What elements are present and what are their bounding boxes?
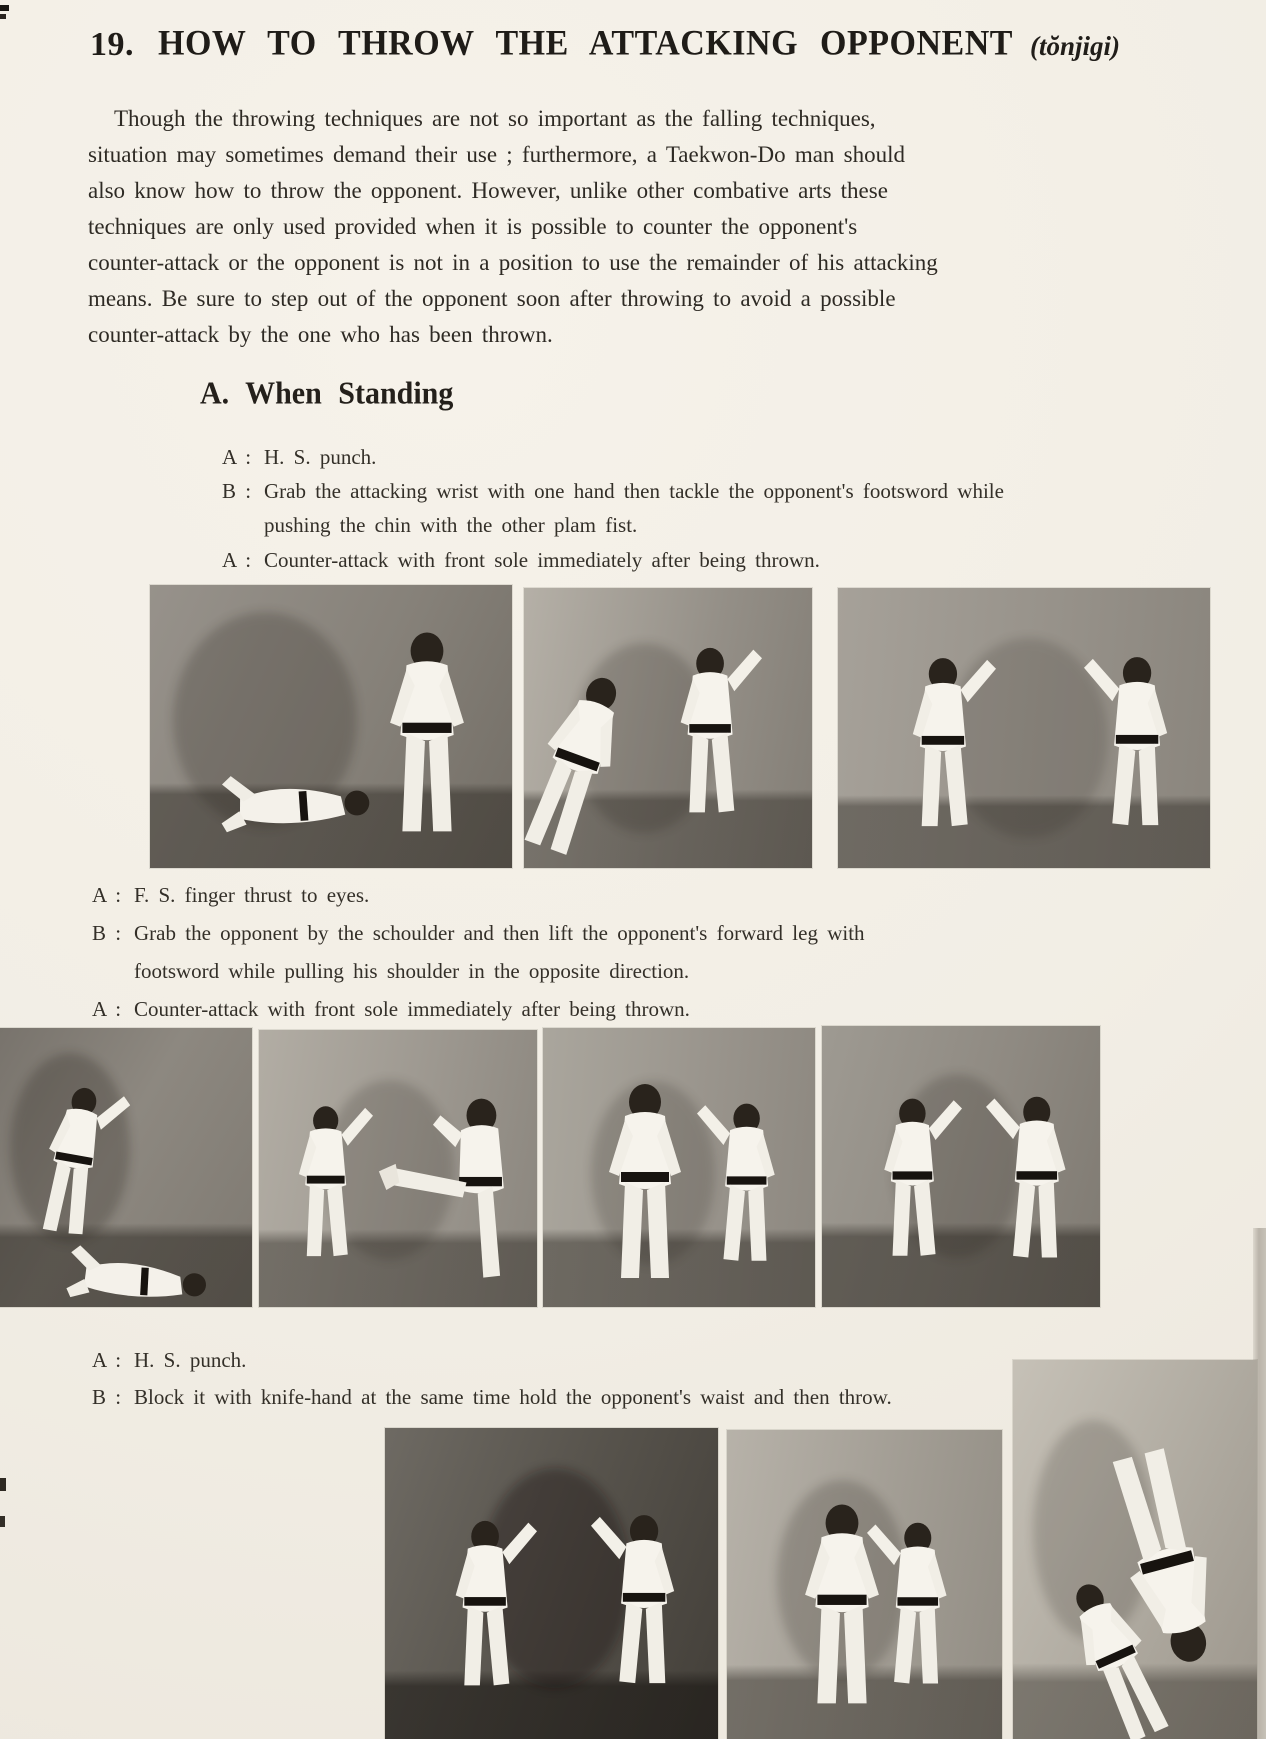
paragraph-line: counter-attack by the one who has been thrown. bbox=[88, 322, 553, 347]
section-number: 19. bbox=[90, 26, 134, 63]
section-heading: A. When Standing bbox=[200, 376, 454, 411]
paragraph-line: means. Be sure to step out of the opponent soon after throwing to avoid a possible bbox=[88, 286, 896, 311]
photo-illustration bbox=[838, 588, 1210, 868]
instruction-item bbox=[222, 543, 820, 577]
instruction-line: Grab the attacking wrist with one hand then tackle the opponent's footsword while bbox=[264, 479, 1004, 503]
instruction-label: B : bbox=[92, 921, 122, 945]
photo-row3-2 bbox=[727, 1430, 1002, 1739]
instruction-line: F. S. finger thrust to eyes. bbox=[134, 883, 370, 907]
photo-row3-1 bbox=[385, 1428, 718, 1739]
photo-illustration bbox=[259, 1030, 537, 1307]
instruction-label: B : bbox=[92, 1385, 122, 1409]
photo-illustration bbox=[0, 1028, 252, 1307]
instruction-item bbox=[92, 1341, 246, 1379]
photo-row2-2 bbox=[259, 1030, 537, 1307]
page-title bbox=[90, 23, 1013, 64]
instruction-line: footsword while pulling his shoulder in the opposite direction. bbox=[134, 959, 690, 983]
intro-paragraph bbox=[88, 101, 1056, 353]
photo-illustration bbox=[150, 585, 512, 868]
instruction-item bbox=[92, 876, 369, 914]
instruction-label: A : bbox=[222, 445, 252, 469]
photo-row1-3 bbox=[838, 588, 1210, 868]
scan-artifact bbox=[0, 1478, 6, 1491]
scan-artifact bbox=[0, 1516, 5, 1527]
instruction-label: A : bbox=[92, 997, 122, 1021]
instruction-line: H. S. punch. bbox=[134, 1348, 247, 1372]
instruction-label: B : bbox=[222, 479, 252, 503]
paragraph-line: Though the throwing techniques are not so important as the falling techniques, bbox=[114, 106, 876, 131]
instruction-line: Counter-attack with front sole immediately after being thrown. bbox=[264, 548, 820, 572]
photo-row2-4 bbox=[822, 1026, 1100, 1307]
instruction-line: pushing the chin with the other plam fist. bbox=[264, 513, 638, 537]
paragraph-line: counter-attack or the opponent is not in a position to use the remainder of his attacking bbox=[88, 250, 938, 275]
photo-illustration bbox=[822, 1026, 1100, 1307]
scan-artifact bbox=[0, 14, 6, 19]
instruction-label: A : bbox=[92, 883, 122, 907]
instruction-item bbox=[92, 914, 865, 990]
instruction-line: Counter-attack with front sole immediately after being thrown. bbox=[134, 997, 690, 1021]
instruction-item bbox=[222, 474, 1004, 542]
instruction-item bbox=[92, 1378, 892, 1416]
paragraph-line: techniques are only used provided when it is possible to counter the opponent's bbox=[88, 214, 858, 239]
photo-row1-1 bbox=[150, 585, 512, 868]
photo-illustration bbox=[727, 1430, 1002, 1739]
instruction-item bbox=[222, 440, 376, 474]
photo-illustration bbox=[524, 588, 812, 868]
photo-row1-2 bbox=[524, 588, 812, 868]
instruction-line: H. S. punch. bbox=[264, 445, 377, 469]
romanized-term: (tŏnjigi) bbox=[1030, 31, 1121, 61]
photo-illustration bbox=[385, 1428, 718, 1739]
page-title-text: HOW TO THROW THE ATTACKING OPPONENT bbox=[158, 23, 1013, 63]
instruction-line: Block it with knife-hand at the same time hold the opponent's waist and then throw. bbox=[134, 1385, 892, 1409]
scan-artifact bbox=[0, 5, 9, 11]
photo-row2-1 bbox=[0, 1028, 252, 1307]
instruction-item bbox=[92, 990, 690, 1028]
photo-illustration bbox=[543, 1028, 815, 1307]
photo-row3-3 bbox=[1013, 1360, 1257, 1739]
instruction-label: A : bbox=[92, 1348, 122, 1372]
photo-row2-3 bbox=[543, 1028, 815, 1307]
instruction-line: Grab the opponent by the schoulder and then lift the opponent's forward leg with bbox=[134, 921, 865, 945]
instruction-label: A : bbox=[222, 548, 252, 572]
paragraph-line: situation may sometimes demand their use ; furthermore, a Taekwon-Do man should bbox=[88, 142, 906, 167]
photo-illustration bbox=[1013, 1360, 1257, 1739]
paragraph-line: also know how to throw the opponent. However, unlike other combative arts these bbox=[88, 178, 888, 203]
